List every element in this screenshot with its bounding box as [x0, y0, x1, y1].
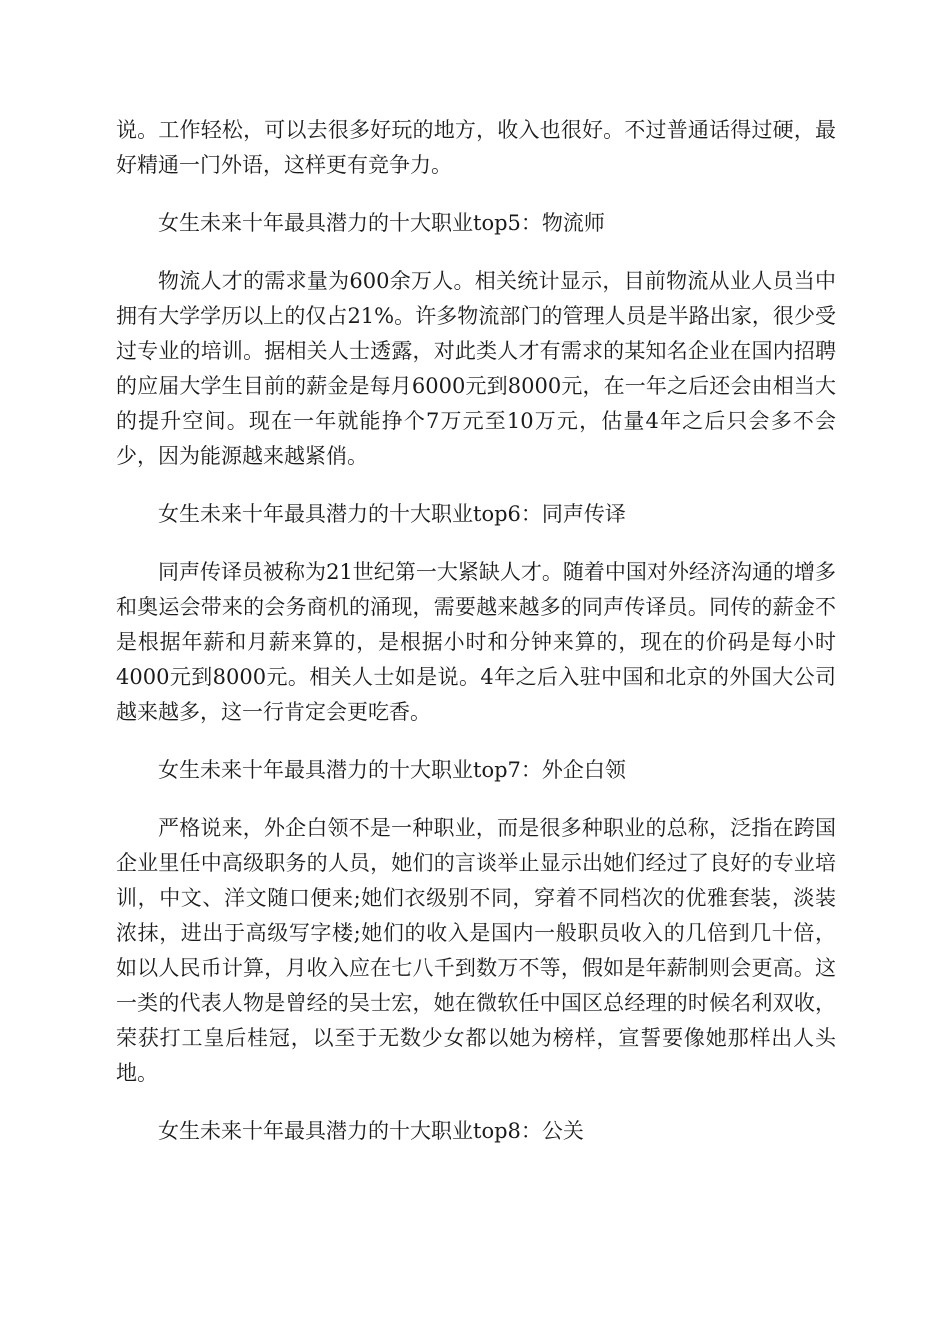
body-paragraph-logistics: 物流人才的需求量为600余万人。相关统计显示，目前物流从业人员当中拥有大学学历以上的仅占21%。许多物流部门的管理人员是半路出家，很少受过专业的培训。据相关人士透露，对此类人才有需求的某知名企业在国内招聘的应届大学生目前的薪金是每月6000元到8000元，在一年之后还会由相当大的提升空间。现在一年就能挣个7万元至10万元，估量4年之后只会多不会少，因为能源越来越紧俏。: [116, 269, 836, 468]
section-heading-top7: 女生未来十年最具潜力的十大职业top7：外企白领: [158, 758, 626, 782]
body-paragraph-white-collar: 严格说来，外企白领不是一种职业，而是很多种职业的总称，泛指在跨国企业里任中高级职务的人员，她们的言谈举止显示出她们经过了良好的专业培训，中文、洋文随口便来;她们衣级别不同，穿着不同档次的优雅套装，淡装浓抹，进出于高级写字楼;她们的收入是国内一般职员收入的几倍到几十倍，如以人民币计算，月收入应在七八千到数万不等，假如是年薪制则会更高。这一类的代表人物是曾经的吴士宏，她在微软任中国区总经理的时候名利双收，荣获打工皇后桂冠，以至于无数少女都以她为榜样，宣誓要像她那样出人头地。: [116, 816, 836, 1085]
section-heading-top8: 女生未来十年最具潜力的十大职业top8：公关: [158, 1119, 584, 1143]
section-heading-top6: 女生未来十年最具潜力的十大职业top6：同声传译: [158, 502, 626, 526]
continuation-paragraph: 说。工作轻松，可以去很多好玩的地方，收入也很好。不过普通话得过硬，最好精通一门外语，这样更有竞争力。: [116, 118, 836, 177]
document-body: [116, 113, 836, 1172]
section-heading-top5: 女生未来十年最具潜力的十大职业top5：物流师: [158, 211, 605, 235]
body-paragraph-interpreter: 同声传译员被称为21世纪第一大紧缺人才。随着中国对外经济沟通的增多和奥运会带来的会务商机的涌现，需要越来越多的同声传译员。同传的薪金不是根据年薪和月薪来算的，是根据小时和分钟来算的，现在的价码是每小时4000元到8000元。相关人士如是说。4年之后入驻中国和北京的外国大公司越来越多，这一行肯定会更吃香。: [116, 560, 836, 724]
